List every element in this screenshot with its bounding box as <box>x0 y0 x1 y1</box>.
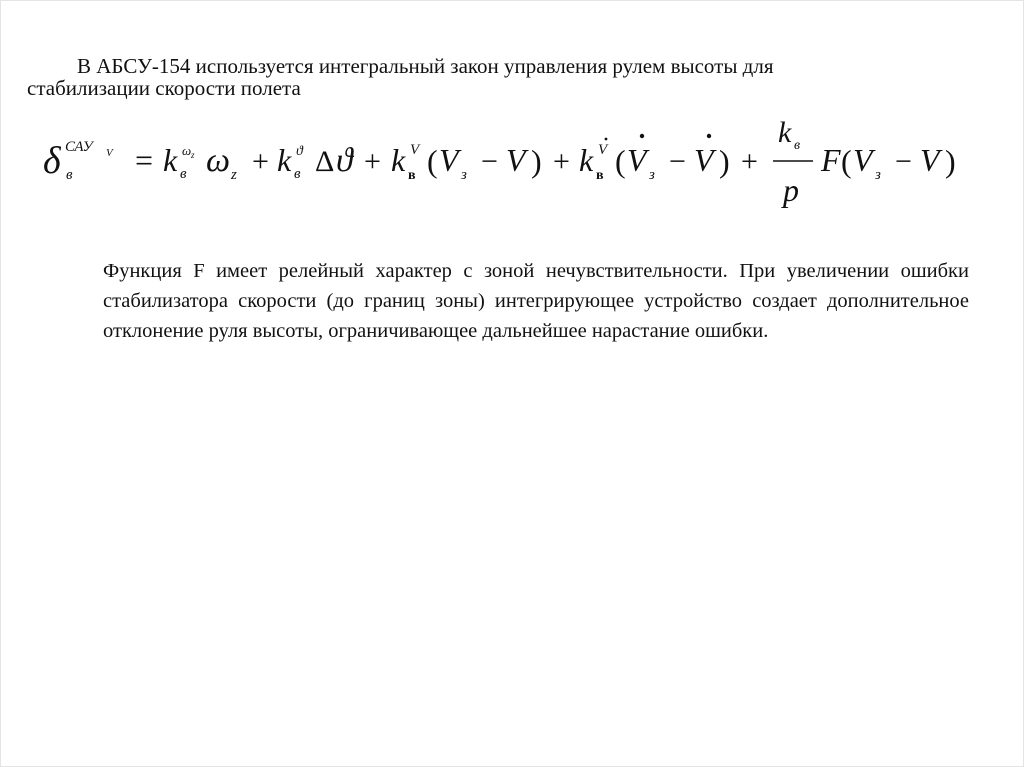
k-symbol-1: k <box>163 142 178 178</box>
k-superscript-omega: ω <box>182 143 192 158</box>
minus-sign-2: − <box>669 145 686 178</box>
intro-line-2: стабилизации скорости полета <box>27 76 301 100</box>
k-subscript-4: в <box>596 168 604 183</box>
k-superscript-theta: ϑ <box>296 144 303 159</box>
formula-svg <box>41 115 981 225</box>
k-subscript-5: в <box>794 138 801 153</box>
k-superscript-V: V <box>410 142 420 158</box>
k-superscript-omega-sub: z <box>191 150 195 160</box>
rparen-3: ) <box>945 143 956 179</box>
Vdot-dot-1 <box>640 134 644 138</box>
Vdot-dot-2 <box>707 134 711 138</box>
omega-symbol: ω <box>206 142 231 179</box>
V-symbol-3: V <box>627 142 647 178</box>
function-description-paragraph: Функция F имеет релейный характер с зоной нечувствительности. При увеличении ошибки стабилизатора скорости (до границ зоны) интегрирующее устройство создает дополнительное отклонение руля высоты, ограничивающее дальнейшее нарастание ошибки. <box>103 260 969 342</box>
V-symbol-6: V <box>920 142 940 178</box>
minus-sign-1: − <box>481 145 498 178</box>
theta-symbol: ϑ <box>336 142 353 179</box>
intro-line-1: В АБСУ-154 используется интегральный закон управления рулем высоты для <box>77 54 774 78</box>
k-symbol-2: k <box>277 142 292 178</box>
V-symbol-5: V <box>853 142 873 178</box>
k-subscript-3: в <box>408 168 416 183</box>
plus-sign-2: + <box>364 145 381 178</box>
k-symbol-5: k <box>778 116 792 149</box>
delta-symbol: δ <box>43 140 61 182</box>
lparen-1: ( <box>427 143 438 179</box>
k-superscript-Vdot: V <box>598 142 608 158</box>
V-subscript-3: з <box>875 167 881 183</box>
V-symbol-4: V <box>694 142 714 178</box>
equals-sign: = <box>135 142 154 178</box>
k-subscript-1: в <box>180 166 187 182</box>
minus-sign-3: − <box>895 145 912 178</box>
V-subscript-2: з <box>649 167 655 183</box>
lparen-3: ( <box>841 143 852 179</box>
delta-superscript: САУ <box>65 139 93 155</box>
F-symbol: F <box>821 142 841 178</box>
plus-sign-3: + <box>553 145 570 178</box>
V-symbol-2: V <box>506 142 526 178</box>
rparen-1: ) <box>531 143 542 179</box>
k-symbol-3: k <box>391 142 406 178</box>
control-law-formula <box>41 115 981 225</box>
rparen-2: ) <box>719 143 730 179</box>
k-subscript-2: в <box>294 166 301 182</box>
delta-increment: Δ <box>315 145 335 178</box>
delta-superscript-sub: V <box>106 147 113 159</box>
lparen-2: ( <box>615 143 626 179</box>
k-symbol-4: k <box>579 142 594 178</box>
V-symbol-1: V <box>439 142 459 178</box>
intro-text <box>27 55 927 99</box>
plus-sign-4: + <box>741 145 758 178</box>
k-superscript-Vdot-dot <box>605 138 608 141</box>
omega-subscript: z <box>231 167 237 183</box>
plus-sign-1: + <box>252 145 269 178</box>
V-subscript-1: з <box>461 167 467 183</box>
delta-subscript: в <box>66 167 73 183</box>
p-symbol: p <box>783 172 799 208</box>
